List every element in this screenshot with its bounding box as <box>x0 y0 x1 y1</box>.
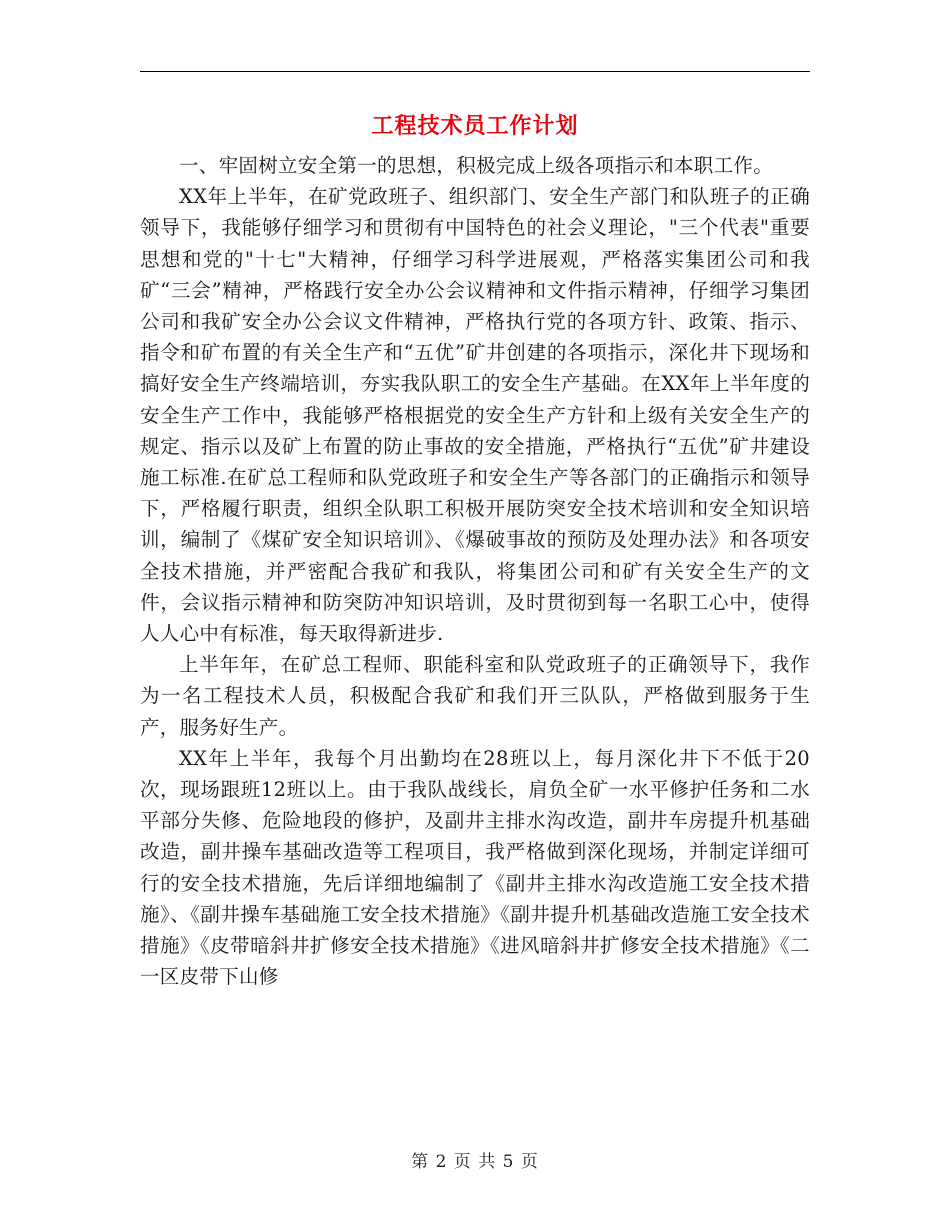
header-rule <box>140 71 810 72</box>
document-body <box>140 150 810 992</box>
paragraph-section-heading: 一、牢固树立安全第一的思想，积极完成上级各项指示和本职工作。 <box>179 154 774 177</box>
paragraph-engineering-role: 上半年年，在矿总工程师、职能科室和队党政班子的正确领导下，我作为一名工程技术人员，积极配合我矿和我们开三队队，严格做到服务于生产，服务好生产。 <box>140 653 810 739</box>
document-title: 工程技术员工作计划 <box>371 113 579 139</box>
paragraph-attendance-projects: XX年上半年，我每个月出勤均在28班以上，每月深化井下不低于20次，现场跟班12班以上。由于我队战线长，肩负全矿一水平修护任务和二水平部分失修、危险地段的修护，及副井主排水沟改造，副井车房提升机基础改造，副井操车基础改造等工程项目，我严格做到深化现场，并制定详细可行的安全技术措施，先后详细地编制了《副井主排水沟改造施工安全技术措施》、《副井操车基础施工安全技术措施》《副井提升机基础改造施工安全技术措施》《皮带暗斜井扩修安全技术措施》《进风暗斜井扩修安全技术措施》《二一区皮带下山修 <box>140 746 810 989</box>
page-number-footer: 第 2 页 共 5 页 <box>411 1152 539 1172</box>
paragraph-first-half-study: XX年上半年，在矿党政班子、组织部门、安全生产部门和队班子的正确领导下，我能够仔细学习和贯彻有中国特色的社会义理论，"三个代表"重要思想和党的"十七"大精神，仔细学习科学进展观，严格落实集团公司和我矿“三会”精神，严格践行安全办公会议精神和文件指示精神，仔细学习集团公司和我矿安全办公会议文件精神，严格执行党的各项方针、政策、指示、指令和矿布置的有关全生产和“五优”矿井创建的各项指示，深化井下现场和搞好安全生产终端培训，夯实我队职工的安全生产基础。在XX年上半年度的安全生产工作中，我能够严格根据党的安全生产方针和上级有关安全生产的规定、指示以及矿上布置的防止事故的安全措施，严格执行“五优”矿井建设施工标准.在矿总工程师和队党政班子和安全生产等各部门的正确指示和领导下，严格履行职责，组织全队职工积极开展防突安全技术培训和安全知识培训，编制了《煤矿安全知识培训》、《爆破事故的预防及处理办法》和各项安全技术措施，并严密配合我矿和我队，将集团公司和矿有关安全生产的文件，会议指示精神和防突防冲知识培训，及时贯彻到每一名职工心中，使得人人心中有标准，每天取得新进步. <box>140 185 810 646</box>
